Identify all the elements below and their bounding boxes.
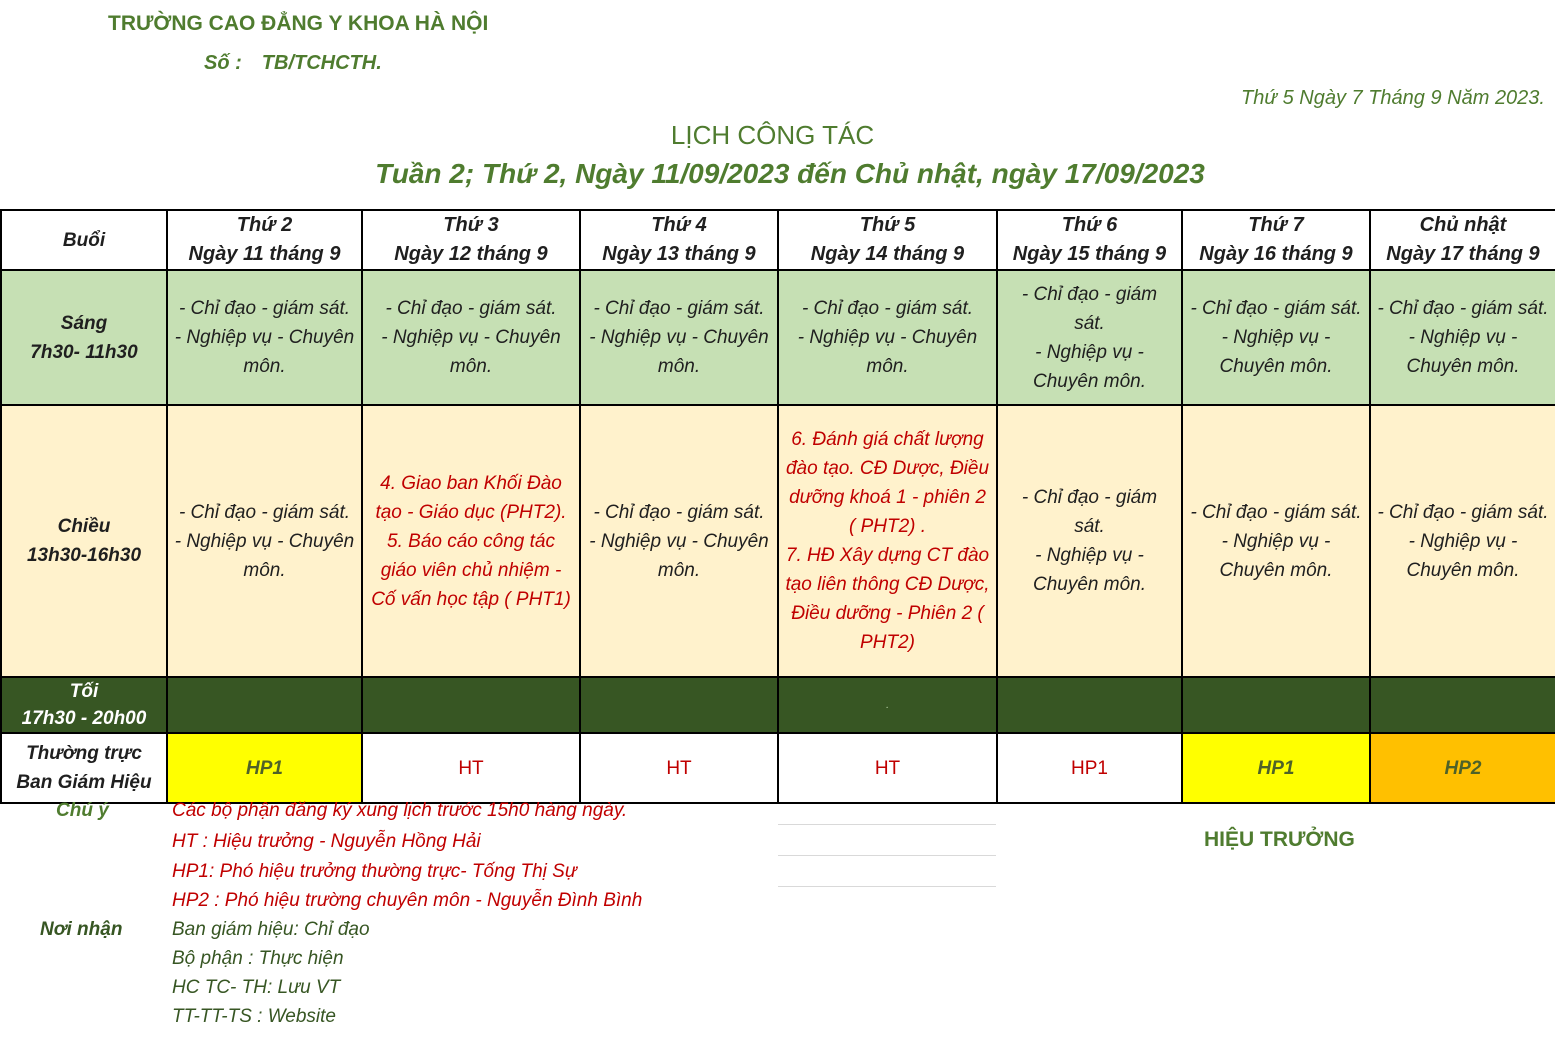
note-line: HP2 : Phó hiệu trường chuyên môn - Nguyễn Đình Bình [172, 890, 643, 911]
duty-cell: HT [778, 733, 997, 803]
day-date: Ngày 12 tháng 9 [394, 243, 548, 265]
school-name: TRƯỜNG CAO ĐẲNG Y KHOA HÀ NỘI [108, 12, 489, 35]
day-header [580, 210, 778, 270]
day-header [778, 210, 997, 270]
page-title: LỊCH CÔNG TÁC [670, 120, 875, 150]
recipient-line: HC TC- TH: Lưu VT [172, 977, 341, 998]
evening-cell [362, 677, 580, 733]
afternoon-cell: 6. Đánh giá chất lượng đào tạo. CĐ Dược, Điều dưỡng khoá 1 - phiên 2 ( PHT2) . 7. HĐ Xây dựng CT đào tạo liên thông CĐ Dược, Điều dưỡng - Phiên 2 ( PHT2) [778, 405, 997, 677]
divider-line [778, 855, 996, 856]
morning-cell: - Chỉ đạo - giám sát. - Nghiệp vụ - Chuyên môn. [778, 270, 997, 405]
recipient-label: Nơi nhận [40, 919, 123, 940]
duty-label: Thường trực Ban Giám Hiệu [1, 733, 167, 803]
morning-cell: - Chỉ đạo - giám sát. - Nghiệp vụ - Chuyên môn. [997, 270, 1182, 405]
day-date: Ngày 16 tháng 9 [1199, 243, 1353, 265]
session-header: Buổi [1, 210, 167, 270]
day-name: Chủ nhật [1419, 214, 1507, 236]
page-subtitle: Tuần 2; Thứ 2, Ngày 11/09/2023 đến Chủ nhật, ngày 17/09/2023 [375, 158, 1205, 189]
note-line: HT : Hiệu trưởng - Nguyễn Hồng Hải [172, 831, 481, 852]
day-header [1182, 210, 1370, 270]
day-header [1370, 210, 1555, 270]
evening-cell [997, 677, 1182, 733]
day-date: Ngày 17 tháng 9 [1386, 243, 1540, 265]
day-name: Thứ 6 [1061, 214, 1118, 236]
principal-signature-title: HIỆU TRƯỞNG [1204, 828, 1355, 851]
afternoon-row [1, 405, 1555, 677]
evening-row [1, 677, 1555, 733]
day-header [167, 210, 362, 270]
morning-row [1, 270, 1555, 405]
evening-cell [1370, 677, 1555, 733]
duty-cell: HP1 [997, 733, 1182, 803]
afternoon-label: Chiều 13h30-16h30 [1, 405, 167, 677]
evening-cell [580, 677, 778, 733]
afternoon-cell: - Chỉ đạo - giám sát. - Nghiệp vụ - Chuyên môn. [580, 405, 778, 677]
document-number-code: TB/TCHCTH. [261, 52, 382, 74]
duty-cell: HP2 [1370, 733, 1555, 803]
day-name: Thứ 3 [443, 214, 499, 236]
evening-cell: . [778, 677, 997, 733]
divider-line [778, 886, 996, 887]
document-number-prefix: Số : [204, 52, 242, 74]
day-name: Thứ 5 [859, 214, 916, 236]
duty-cell: HT [580, 733, 778, 803]
evening-label: Tối 17h30 - 20h00 [1, 677, 167, 733]
divider-line [778, 824, 996, 825]
morning-label: Sáng 7h30- 11h30 [1, 270, 167, 405]
afternoon-cell: 4. Giao ban Khối Đào tạo - Giáo dục (PHT2). 5. Báo cáo công tác giáo viên chủ nhiệm - Cố vấn học tập ( PHT1) [362, 405, 580, 677]
day-date: Ngày 11 tháng 9 [188, 243, 341, 265]
afternoon-cell: - Chỉ đạo - giám sát. - Nghiệp vụ - Chuyên môn. [997, 405, 1182, 677]
afternoon-cell: - Chỉ đạo - giám sát. - Nghiệp vụ - Chuyên môn. [1370, 405, 1555, 677]
afternoon-cell: - Chỉ đạo - giám sát. - Nghiệp vụ - Chuyên môn. [1182, 405, 1370, 677]
morning-cell: - Chỉ đạo - giám sát. - Nghiệp vụ - Chuyên môn. [1370, 270, 1555, 405]
evening-cell [1182, 677, 1370, 733]
evening-cell [167, 677, 362, 733]
day-date: Ngày 14 tháng 9 [810, 243, 965, 265]
day-header [362, 210, 580, 270]
note-label: Chú ý [56, 800, 109, 821]
morning-cell: - Chỉ đạo - giám sát. - Nghiệp vụ - Chuyên môn. [580, 270, 778, 405]
day-name: Thứ 4 [651, 214, 707, 236]
recipient-line: TT-TT-TS : Website [172, 1006, 336, 1027]
afternoon-cell: - Chỉ đạo - giám sát. - Nghiệp vụ - Chuyên môn. [167, 405, 362, 677]
duty-cell: HT [362, 733, 580, 803]
recipient-line: Ban giám hiệu: Chỉ đạo [172, 919, 370, 940]
duty-cell: HP1 [167, 733, 362, 803]
morning-cell: - Chỉ đạo - giám sát. - Nghiệp vụ - Chuyên môn. [362, 270, 580, 405]
note-line: Các bộ phận đăng ký xung lịch trước 15h0 hàng ngày. [172, 800, 628, 821]
morning-cell: - Chỉ đạo - giám sát. - Nghiệp vụ - Chuyên môn. [1182, 270, 1370, 405]
header-row [1, 210, 1555, 270]
document-number [204, 52, 382, 75]
duty-row [1, 733, 1555, 803]
morning-cell: - Chỉ đạo - giám sát. - Nghiệp vụ - Chuyên môn. [167, 270, 362, 405]
issue-date: Thứ 5 Ngày 7 Tháng 9 Năm 2023. [1241, 87, 1545, 109]
duty-cell: HP1 [1182, 733, 1370, 803]
recipient-line: Bộ phận : Thực hiện [172, 948, 344, 969]
note-line: HP1: Phó hiệu trưởng thường trực- Tống Thị Sự [172, 861, 577, 882]
day-date: Ngày 15 tháng 9 [1012, 243, 1167, 265]
day-header [997, 210, 1182, 270]
schedule-table [0, 209, 1555, 804]
day-date: Ngày 13 tháng 9 [602, 243, 756, 265]
day-name: Thứ 7 [1248, 214, 1304, 236]
day-name: Thứ 2 [236, 214, 293, 236]
